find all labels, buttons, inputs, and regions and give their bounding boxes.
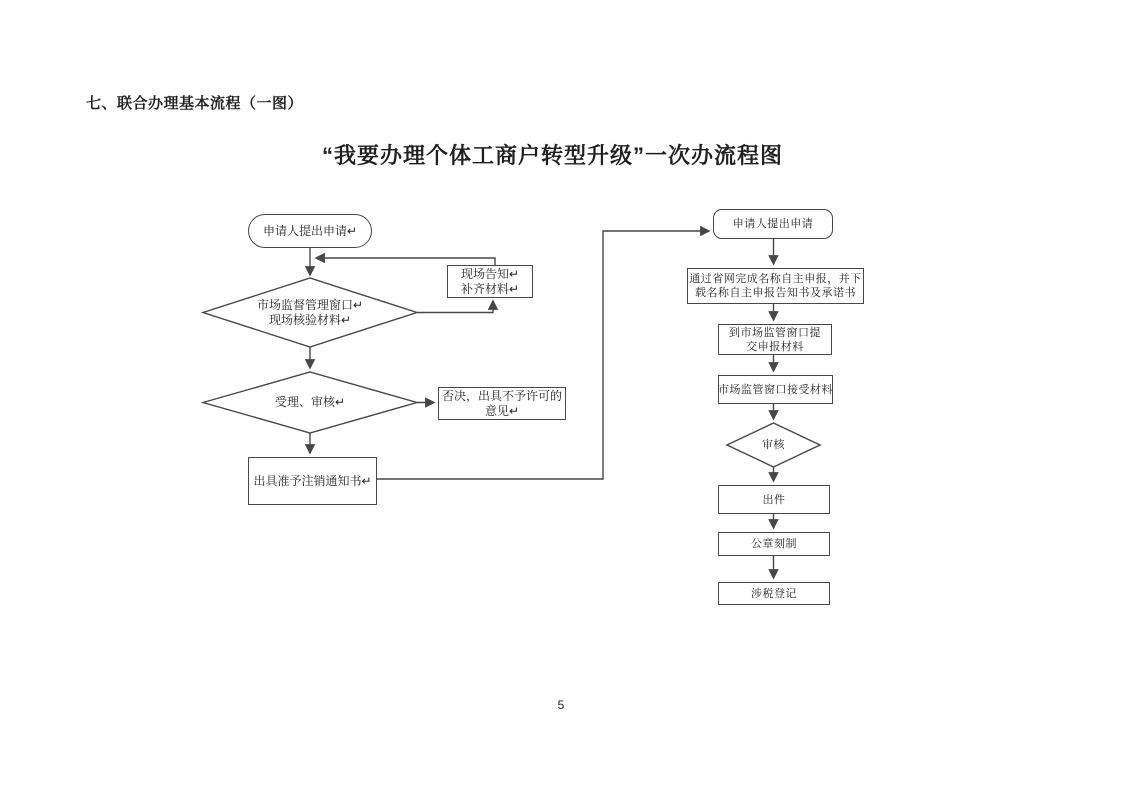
issue-cancellation-label: 出具准予注销通知书↵ [253,473,372,488]
section-heading: 七、联合办理基本流程（一图） [86,95,304,112]
issue-cancellation-notice-box [248,457,377,505]
connector-issue-to-right-start [377,231,709,479]
tax-label: 涉税登记 [751,587,797,600]
notify-label-line1: 现场告知↵ [460,266,520,281]
left-verify-label-line1: 市场监督管理窗口↵ [256,297,364,312]
right-review-diamond [727,423,820,467]
page-number: 5 [557,698,565,712]
declare-label-line2: 载名称自主申报告知书及承诺书 [695,287,856,299]
accept-label: 市场监管窗口接受材料 [718,383,833,396]
seal-engraving-box [718,532,830,556]
output-document-box [718,485,830,514]
name-declaration-box [687,268,864,304]
reject-label-line1: 否决，出具不予许可的 [441,388,562,403]
accept-materials-box [718,375,833,404]
left-start-label: 申请人提出申请↵ [262,223,358,238]
reject-label-line2: 意见↵ [484,403,520,418]
left-review-label: 受理、审核↵ [274,395,346,409]
right-start-label: 申请人提出申请 [732,218,814,230]
output-label: 出件 [762,493,786,506]
flowchart-title: “我要办理个体工商户转型升级”一次办流程图 [321,143,783,168]
notify-supplement-box [447,265,533,298]
connector-notify-feedback [316,258,495,265]
right-start-box [713,209,833,239]
left-verify-diamond [203,278,417,347]
left-start-terminator [248,214,372,248]
notify-label-line2: 补齐材料↵ [460,281,520,296]
reject-opinion-box [438,387,566,420]
tax-registration-box [718,582,830,605]
declare-label-line1: 通过省网完成名称自主申报，并下 [689,273,862,285]
left-review-diamond [203,372,417,433]
left-verify-label-line2: 现场核验材料↵ [268,312,352,327]
submit-label-line2: 交申报材料 [746,340,804,353]
submit-materials-box [718,324,832,355]
seal-label: 公章刻制 [751,538,797,550]
right-review-label: 审核 [762,439,785,451]
submit-label-line1: 到市场监管窗口提 [729,326,821,339]
connector-verify-to-notify [417,301,493,313]
